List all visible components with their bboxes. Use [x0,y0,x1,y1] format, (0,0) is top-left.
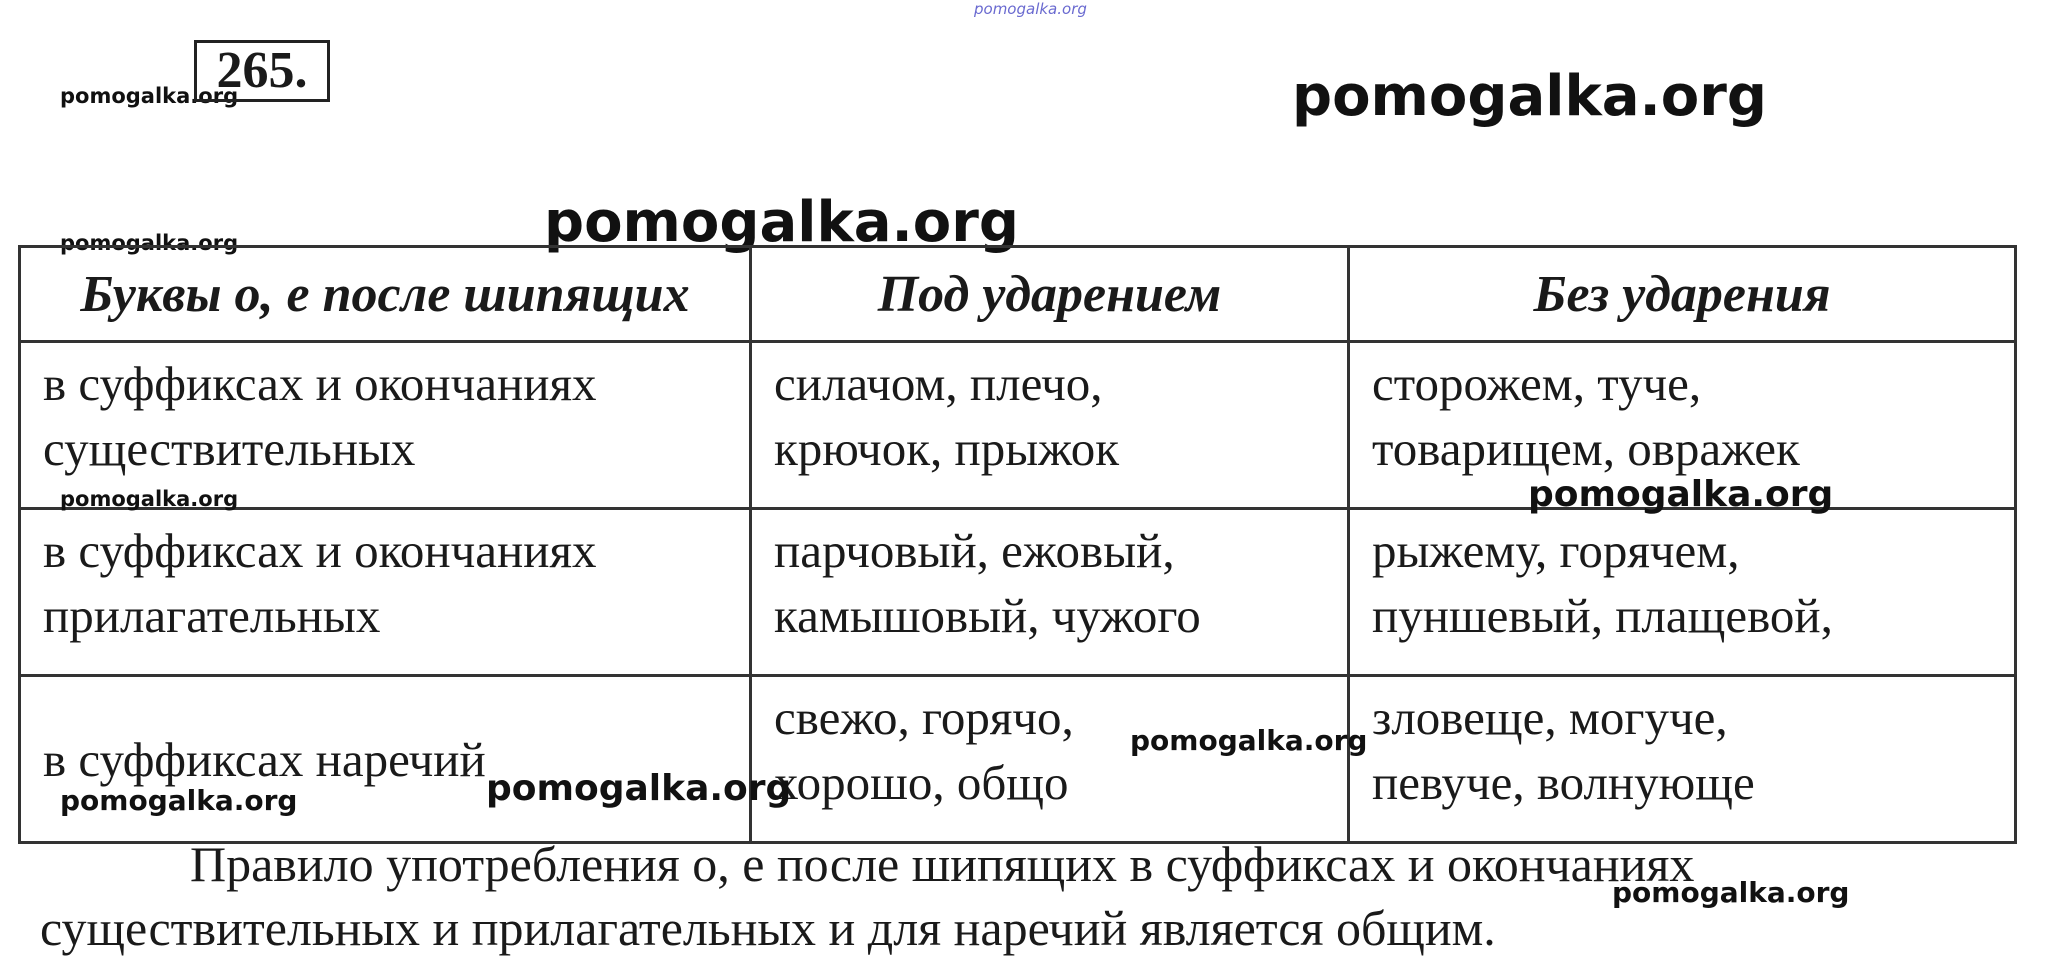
cell-line: в суффиксах и окончаниях [43,523,597,578]
header-unstressed: Без ударения [1349,247,2016,342]
unstressed-cell [1349,676,2016,843]
watermark: pomogalka.org [1292,64,1767,129]
rules-table [18,245,2017,844]
unstressed-cell [1349,509,2016,676]
watermark: pomogalka.org [60,84,239,108]
watermark: pomogalka.org [60,487,239,511]
header-stressed: Под ударением [751,247,1349,342]
cell-line: парчовый, ежовый, [774,523,1175,578]
watermark: pomogalka.org [1528,474,1834,515]
watermark-top: pomogalka.org [974,0,1087,18]
watermark: pomogalka.org [60,784,298,817]
cell-line: силачом, плечо, [774,356,1103,411]
watermark: pomogalka.org [544,190,1019,255]
cell-line: певуче, волнующе [1372,755,1755,810]
stressed-cell [751,342,1349,509]
cell-line: рыжему, горячем, [1372,523,1740,578]
stressed-cell [751,676,1349,843]
cell-line: свежо, горячо, [774,690,1074,745]
watermark: pomogalka.org [1612,876,1850,909]
exercise-number: 265. [194,40,330,102]
cell-line: товарищем, овражек [1372,421,1800,476]
table-row [20,509,2016,676]
category-cell [20,509,751,676]
table-header-row [20,247,2016,342]
watermark: pomogalka.org [60,231,239,255]
paragraph-text: Правило употребления о, е после шипящих в суффиксах и окончаниях [190,836,1695,892]
cell-line: прилагательных [43,588,381,643]
watermark: pomogalka.org [1130,724,1368,757]
table-row [20,676,2016,843]
stressed-cell [751,509,1349,676]
cell-line: крючок, прыжок [774,421,1120,476]
cell-line: зловеще, могуче, [1372,690,1728,745]
cell-line: в суффиксах наречий [43,731,486,787]
category-cell [20,676,751,843]
cell-line: пуншевый, плащевой, [1372,588,1833,643]
category-cell [20,342,751,509]
cell-line: камышовый, чужого [774,588,1201,643]
cell-line: существительных [43,421,416,476]
header-letters-after-sibilants: Буквы о, е после шипящих [20,247,751,342]
watermark: pomogalka.org [486,768,792,809]
cell-line: в суффиксах и окончаниях [43,356,597,411]
cell-line: хорошо, общо [774,755,1069,810]
cell-line: сторожем, туче, [1372,356,1702,411]
paragraph-line: существительных и прилагательных и для наречий является общим. [40,900,1496,956]
